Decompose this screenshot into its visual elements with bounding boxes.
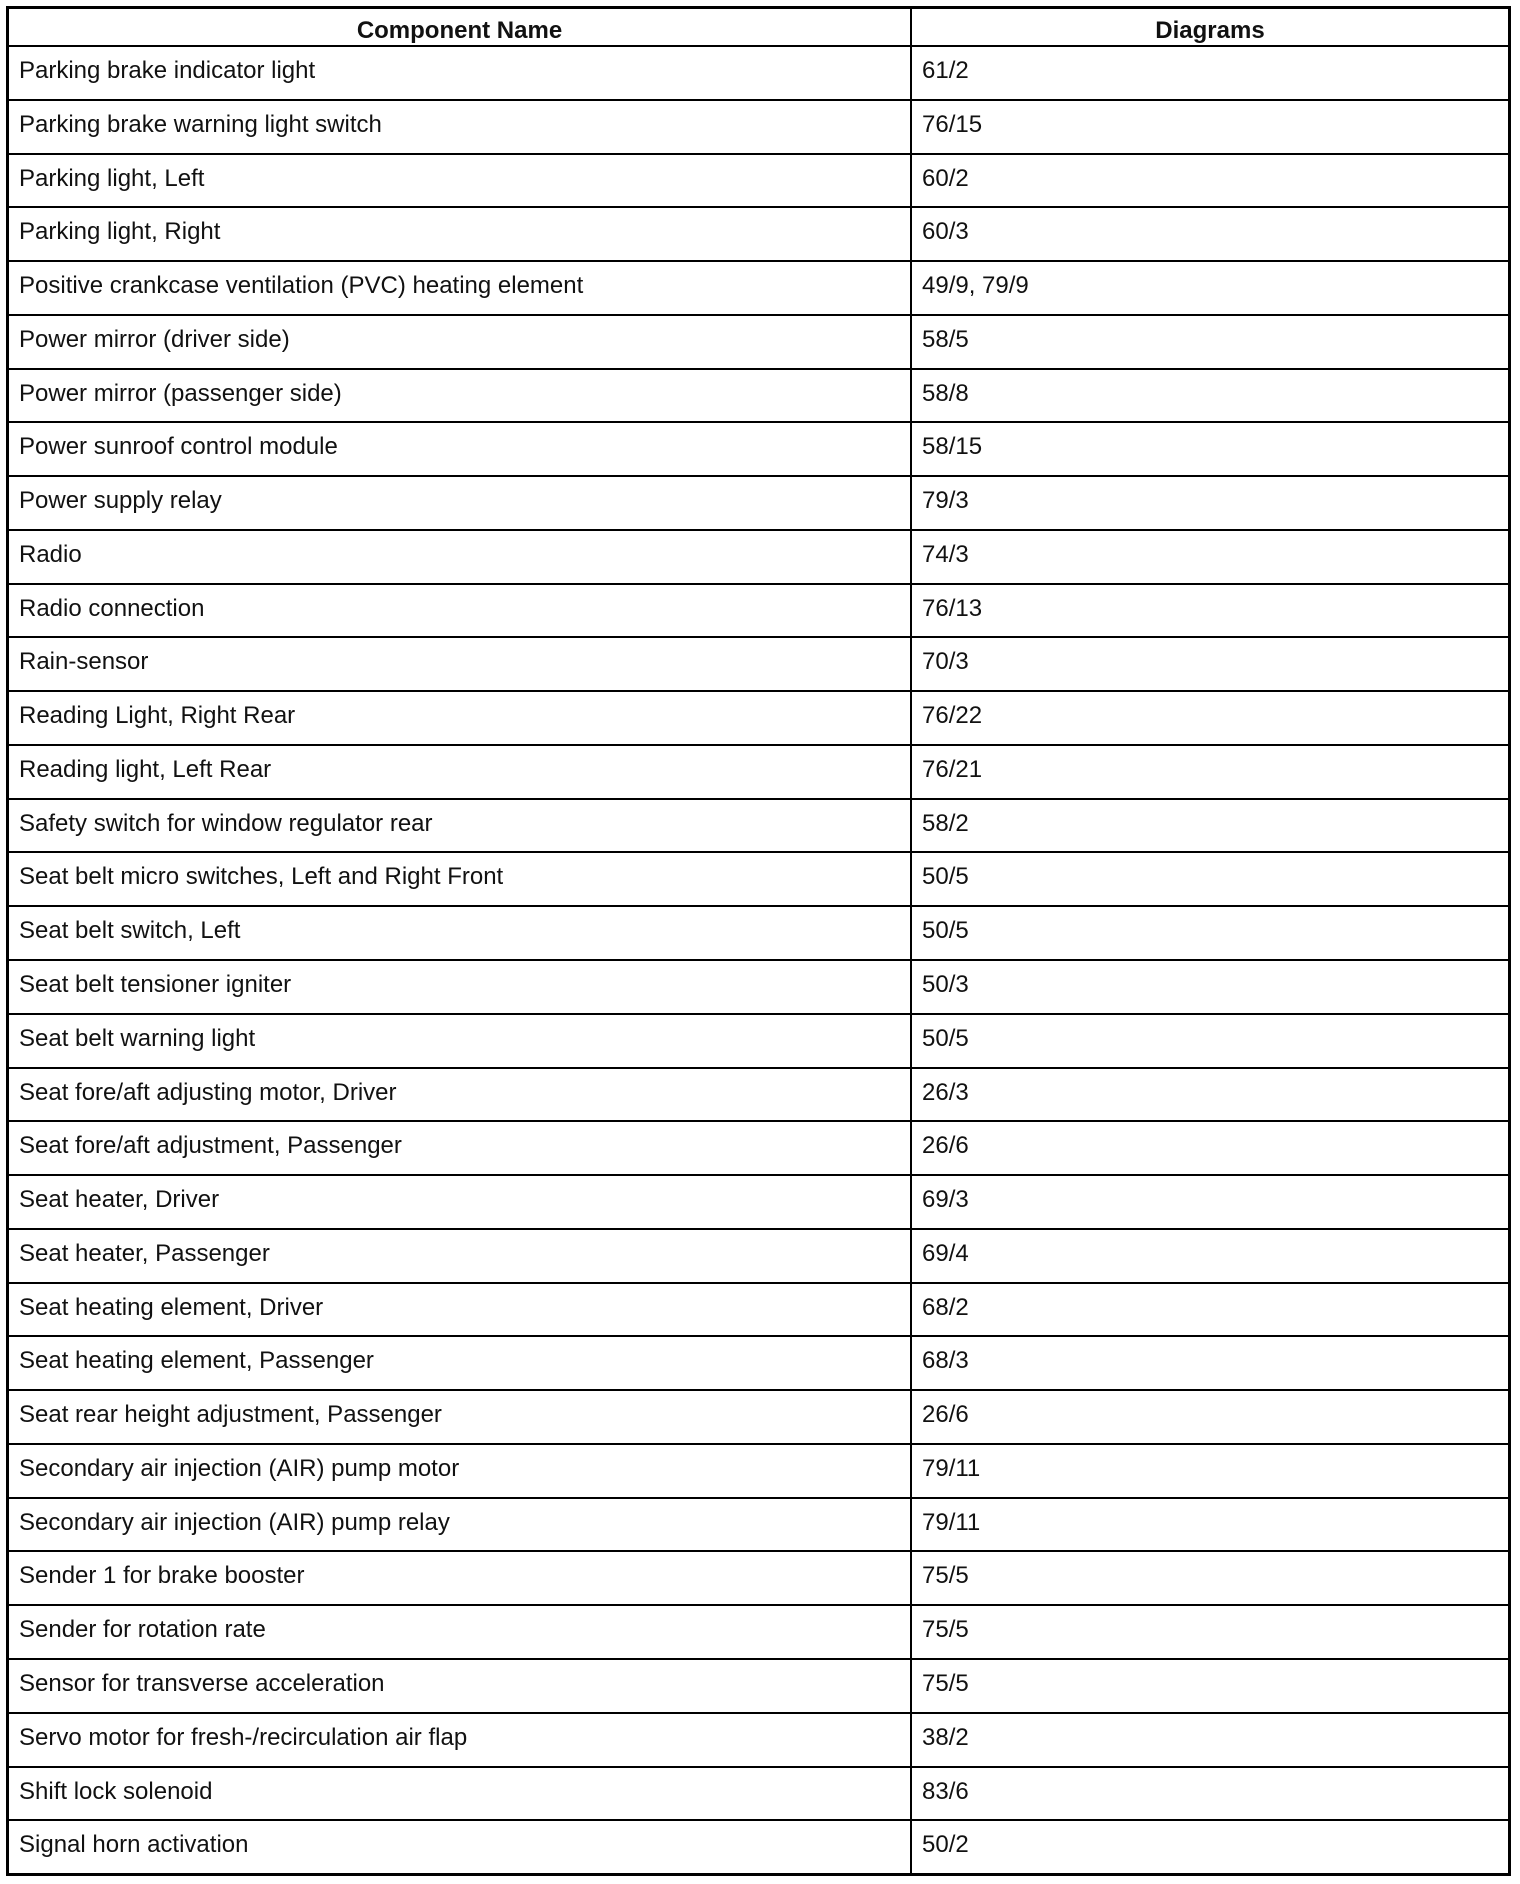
diagrams-cell: 76/13 — [911, 584, 1508, 638]
diagrams-cell: 26/6 — [911, 1121, 1508, 1175]
table-row — [9, 1121, 1508, 1175]
diagrams-cell: 70/3 — [911, 637, 1508, 691]
diagrams-cell: 68/3 — [911, 1336, 1508, 1390]
diagrams-cell: 69/3 — [911, 1175, 1508, 1229]
diagrams-cell: 76/22 — [911, 691, 1508, 745]
component-name-cell: Power sunroof control module — [9, 422, 911, 476]
diagrams-cell: 60/2 — [911, 154, 1508, 208]
table-row — [9, 906, 1508, 960]
table-row — [9, 1659, 1508, 1713]
table-row — [9, 1605, 1508, 1659]
component-name-cell: Reading Light, Right Rear — [9, 691, 911, 745]
component-name-cell: Seat heating element, Driver — [9, 1283, 911, 1337]
table-row — [9, 422, 1508, 476]
diagrams-cell: 50/5 — [911, 906, 1508, 960]
component-name-cell: Positive crankcase ventilation (PVC) heating element — [9, 261, 911, 315]
component-name-cell: Power mirror (passenger side) — [9, 369, 911, 423]
table-row — [9, 637, 1508, 691]
component-name-cell: Power mirror (driver side) — [9, 315, 911, 369]
table-row — [9, 46, 1508, 100]
header-diagrams: Diagrams — [911, 9, 1508, 46]
diagrams-cell: 79/11 — [911, 1498, 1508, 1552]
diagrams-cell: 58/5 — [911, 315, 1508, 369]
diagrams-cell: 50/5 — [911, 1014, 1508, 1068]
component-name-cell: Sender for rotation rate — [9, 1605, 911, 1659]
component-name-cell: Sender 1 for brake booster — [9, 1551, 911, 1605]
component-name-cell: Seat belt switch, Left — [9, 906, 911, 960]
diagrams-cell: 26/3 — [911, 1068, 1508, 1122]
component-name-cell: Shift lock solenoid — [9, 1767, 911, 1821]
diagrams-cell: 75/5 — [911, 1551, 1508, 1605]
diagrams-cell: 58/15 — [911, 422, 1508, 476]
component-name-cell: Seat heating element, Passenger — [9, 1336, 911, 1390]
component-table-frame — [6, 6, 1511, 1876]
table-row — [9, 207, 1508, 261]
component-name-cell: Signal horn activation — [9, 1820, 911, 1873]
table-row — [9, 100, 1508, 154]
table-row — [9, 1175, 1508, 1229]
table-row — [9, 1068, 1508, 1122]
component-name-cell: Seat heater, Driver — [9, 1175, 911, 1229]
table-row — [9, 1551, 1508, 1605]
diagrams-cell: 50/2 — [911, 1820, 1508, 1873]
diagrams-cell: 58/8 — [911, 369, 1508, 423]
header-component-name: Component Name — [9, 9, 911, 46]
diagrams-cell: 61/2 — [911, 46, 1508, 100]
diagrams-cell: 50/3 — [911, 960, 1508, 1014]
component-name-cell: Seat belt micro switches, Left and Right Front — [9, 852, 911, 906]
component-name-cell: Seat belt tensioner igniter — [9, 960, 911, 1014]
component-name-cell: Radio connection — [9, 584, 911, 638]
component-name-cell: Seat belt warning light — [9, 1014, 911, 1068]
component-name-cell: Seat fore/aft adjusting motor, Driver — [9, 1068, 911, 1122]
component-name-cell: Radio — [9, 530, 911, 584]
diagrams-cell: 49/9, 79/9 — [911, 261, 1508, 315]
diagrams-cell: 75/5 — [911, 1659, 1508, 1713]
component-name-cell: Parking light, Right — [9, 207, 911, 261]
diagrams-cell: 83/6 — [911, 1767, 1508, 1821]
component-name-cell: Seat rear height adjustment, Passenger — [9, 1390, 911, 1444]
diagrams-cell: 58/2 — [911, 799, 1508, 853]
diagrams-cell: 68/2 — [911, 1283, 1508, 1337]
diagrams-cell: 79/3 — [911, 476, 1508, 530]
table-row — [9, 745, 1508, 799]
table-row — [9, 1283, 1508, 1337]
table-row — [9, 799, 1508, 853]
component-name-cell: Reading light, Left Rear — [9, 745, 911, 799]
diagrams-cell: 26/6 — [911, 1390, 1508, 1444]
table-row — [9, 315, 1508, 369]
table-row — [9, 1444, 1508, 1498]
diagrams-cell: 76/15 — [911, 100, 1508, 154]
table-row — [9, 1390, 1508, 1444]
diagrams-cell: 75/5 — [911, 1605, 1508, 1659]
component-name-cell: Parking brake indicator light — [9, 46, 911, 100]
component-name-cell: Secondary air injection (AIR) pump relay — [9, 1498, 911, 1552]
table-row — [9, 852, 1508, 906]
table-row — [9, 691, 1508, 745]
table-row — [9, 369, 1508, 423]
table-header-row — [9, 9, 1508, 46]
diagrams-cell: 38/2 — [911, 1713, 1508, 1767]
table-row — [9, 1767, 1508, 1821]
diagrams-cell: 69/4 — [911, 1229, 1508, 1283]
component-diagram-table — [9, 9, 1508, 1873]
diagrams-cell: 74/3 — [911, 530, 1508, 584]
component-name-cell: Parking brake warning light switch — [9, 100, 911, 154]
table-body — [9, 46, 1508, 1873]
diagrams-cell: 60/3 — [911, 207, 1508, 261]
table-row — [9, 1713, 1508, 1767]
component-name-cell: Safety switch for window regulator rear — [9, 799, 911, 853]
component-name-cell: Parking light, Left — [9, 154, 911, 208]
component-name-cell: Sensor for transverse acceleration — [9, 1659, 911, 1713]
component-name-cell: Seat heater, Passenger — [9, 1229, 911, 1283]
component-name-cell: Power supply relay — [9, 476, 911, 530]
table-row — [9, 584, 1508, 638]
table-row — [9, 1336, 1508, 1390]
table-row — [9, 476, 1508, 530]
table-row — [9, 154, 1508, 208]
table-row — [9, 960, 1508, 1014]
table-row — [9, 1820, 1508, 1873]
diagrams-cell: 50/5 — [911, 852, 1508, 906]
table-row — [9, 1229, 1508, 1283]
diagrams-cell: 76/21 — [911, 745, 1508, 799]
table-row — [9, 1498, 1508, 1552]
table-row — [9, 1014, 1508, 1068]
component-name-cell: Rain-sensor — [9, 637, 911, 691]
component-name-cell: Secondary air injection (AIR) pump motor — [9, 1444, 911, 1498]
component-name-cell: Seat fore/aft adjustment, Passenger — [9, 1121, 911, 1175]
diagrams-cell: 79/11 — [911, 1444, 1508, 1498]
component-name-cell: Servo motor for fresh-/recirculation air flap — [9, 1713, 911, 1767]
table-row — [9, 261, 1508, 315]
table-row — [9, 530, 1508, 584]
